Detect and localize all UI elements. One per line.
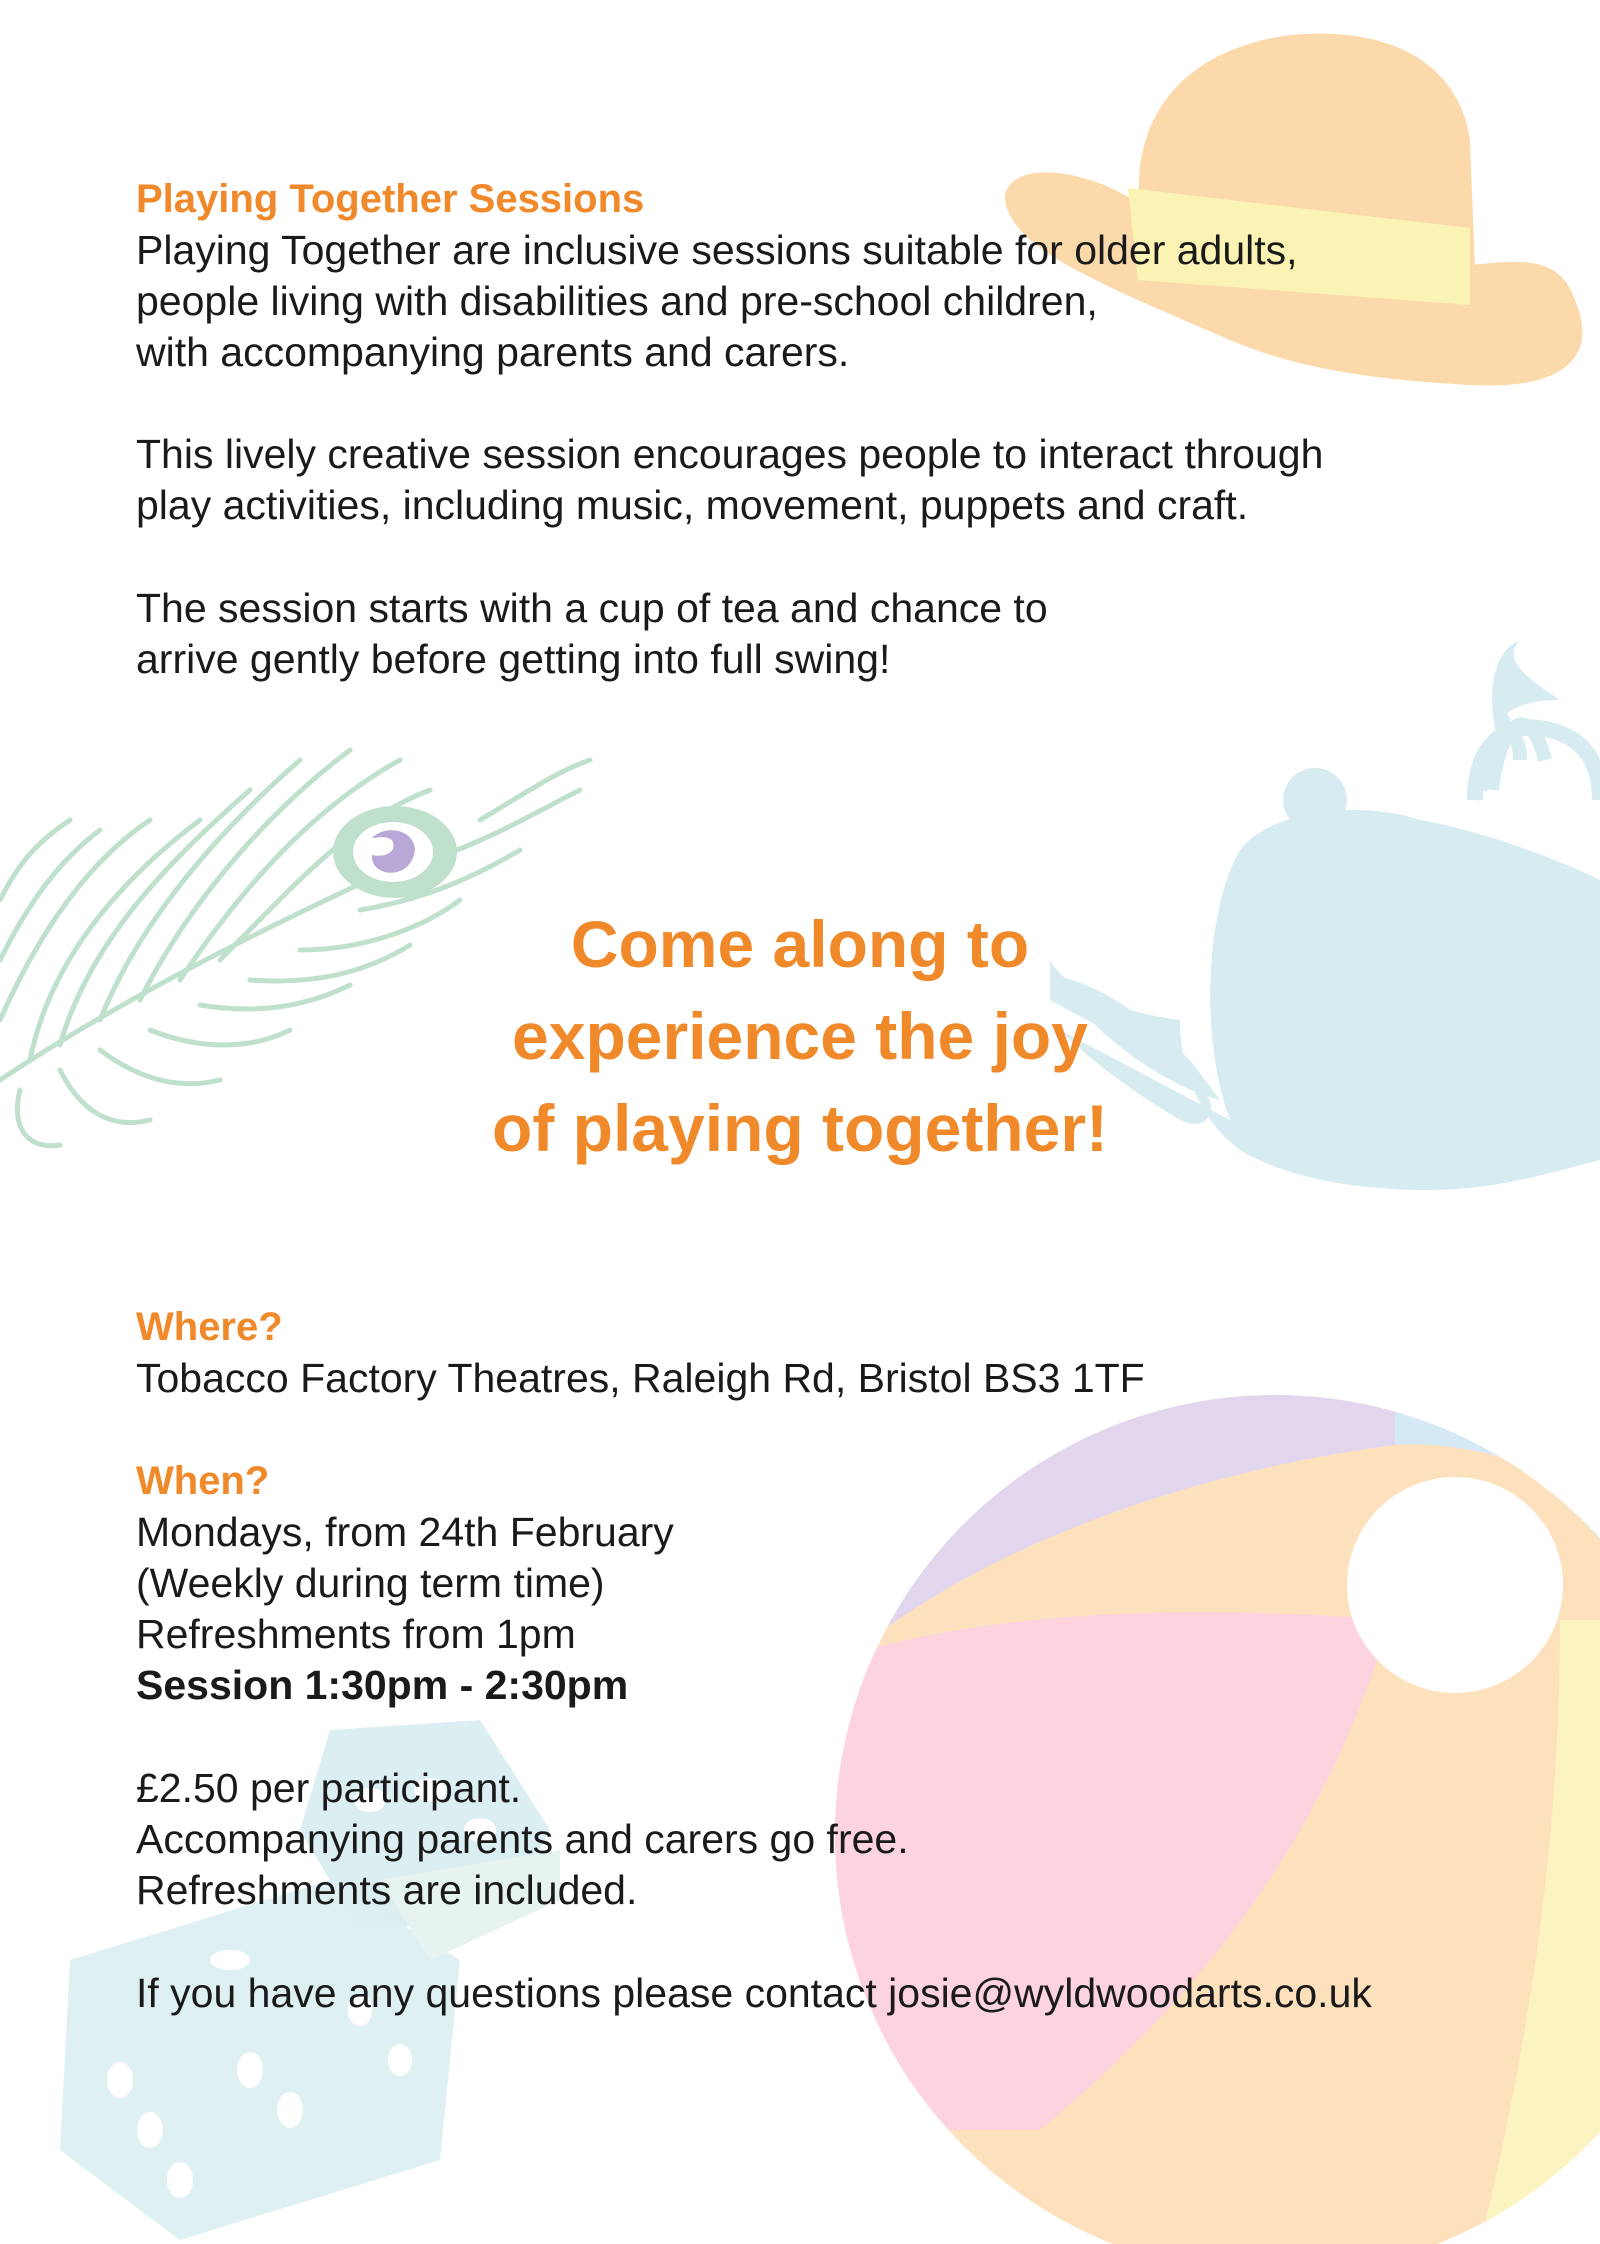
tea-paragraph [136,583,1048,685]
description-paragraph [136,429,1323,531]
description-line: play activities, including music, movement, puppets and craft. [136,482,1249,528]
where-heading: Where? [136,1305,283,1349]
description-line: This lively creative session encourages people to interact through [136,431,1324,477]
when-line: Refreshments from 1pm [136,1611,576,1657]
pricing-line: £2.50 per participant. [136,1765,522,1811]
pricing-section [136,1763,909,1916]
when-heading: When? [136,1459,270,1503]
headline-line: of playing together! [492,1091,1108,1165]
where-section [136,1302,1145,1404]
headline-line: Come along to [570,907,1030,981]
tea-line: arrive gently before getting into full swing! [136,636,891,682]
where-address: Tobacco Factory Theatres, Raleigh Rd, Bristol BS3 1TF [136,1355,1145,1401]
intro-line: people living with disabilities and pre-school children, [136,278,1098,324]
intro-line: with accompanying parents and carers. [136,329,850,375]
headline-line: experience the joy [512,999,1088,1073]
contact-section [136,1968,1372,2019]
session-time: Session 1:30pm - 2:30pm [136,1662,629,1708]
when-line: Mondays, from 24th February [136,1509,674,1555]
when-section [136,1456,674,1711]
when-line: (Weekly during term time) [136,1560,605,1606]
tea-line: The session starts with a cup of tea and chance to [136,585,1048,631]
headline [0,898,1600,1174]
pricing-line: Refreshments are included. [136,1867,638,1913]
intro-line: Playing Together are inclusive sessions suitable for older adults, [136,227,1298,273]
intro-section [136,174,1298,378]
pricing-line: Accompanying parents and carers go free. [136,1816,909,1862]
contact-line: If you have any questions please contact josie@wyldwoodarts.co.uk [136,1970,1372,2016]
intro-heading: Playing Together Sessions [136,177,645,221]
